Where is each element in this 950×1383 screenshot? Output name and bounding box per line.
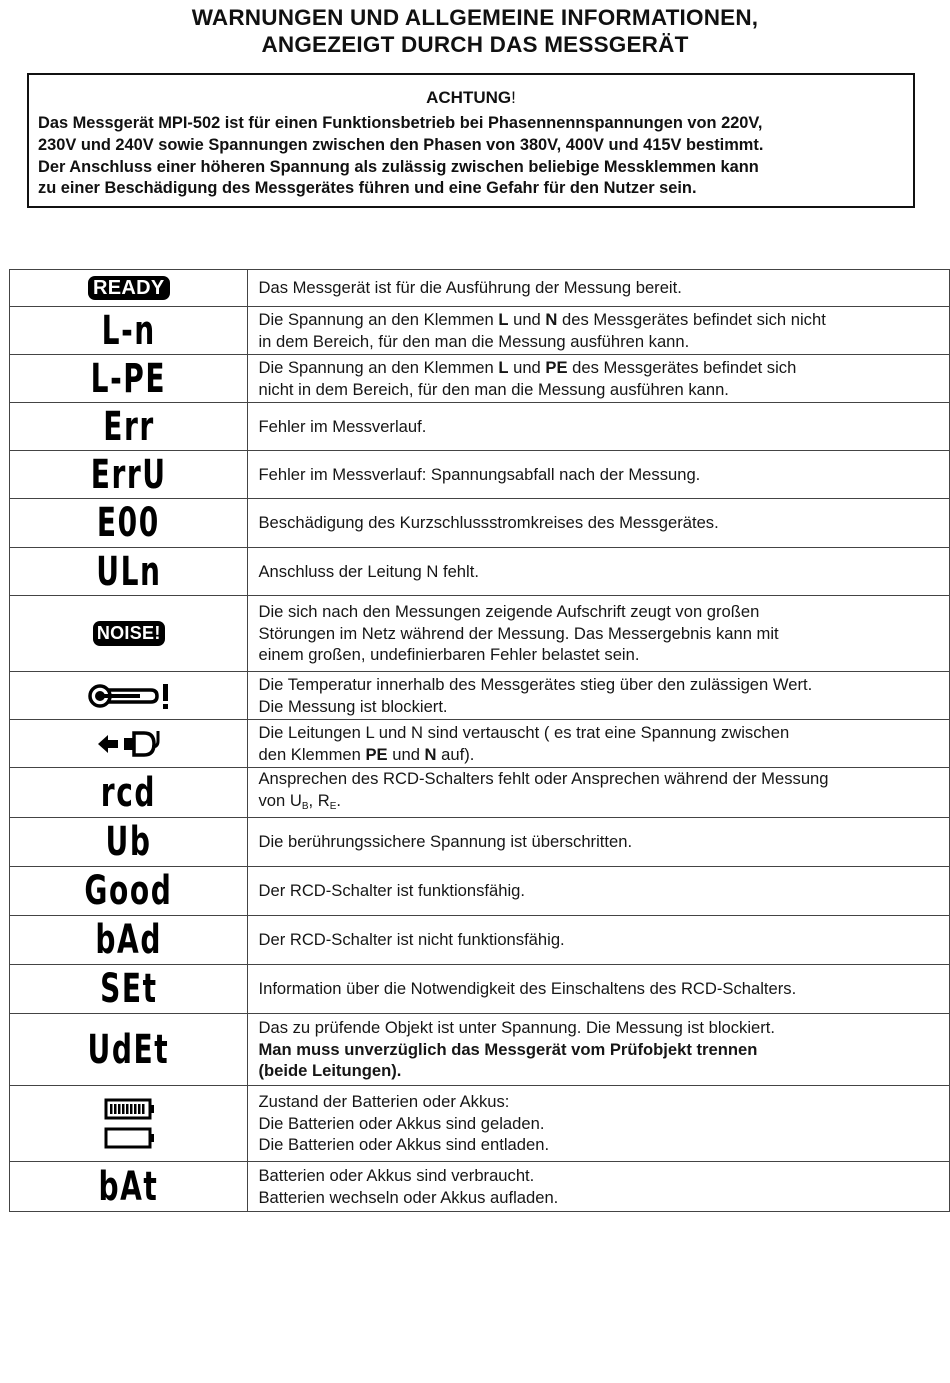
thermometer-icon (87, 681, 171, 711)
page-title: WARNUNGEN UND ALLGEMEINE INFORMATIONEN, ANGEZEIGT DURCH DAS MESSGERÄT (191, 5, 759, 57)
table-row: L-PE Die Spannung an den Klemmen L und PE des Messgerätes befindet sich nicht in dem Bereich, für den man die Messung ausführen kann. (10, 355, 950, 403)
table-row: Die Leitungen L und N sind vertauscht ( es trat eine Spannung zwischen den Klemmen PE und N auf). (10, 720, 950, 768)
table-row: Err Fehler im Messverlauf. (10, 403, 950, 451)
table-row: NOISE! Die sich nach den Messungen zeigende Aufschrift zeugt von großen Störungen im Netz während der Messung. Das Messergebnis kann mit einem großen, undefinierbaren Fehler belastet sein. (10, 596, 950, 672)
table-row: ErrU Fehler im Messverlauf: Spannungsabfall nach der Messung. (10, 451, 950, 499)
noise-badge: NOISE! (10, 596, 248, 672)
warning-box (27, 73, 915, 208)
lcd-erru: ErrU (10, 451, 248, 499)
lcd-err: Err (10, 403, 248, 451)
table-row: bAt Batterien oder Akkus sind verbraucht. Batterien wechseln oder Akkus aufladen. (10, 1162, 950, 1212)
lcd-e00: E00 (10, 499, 248, 548)
table-row: bAd Der RCD-Schalter ist nicht funktionsfähig. (10, 916, 950, 965)
message-table (9, 269, 950, 1212)
table-row: UdEt Das zu prüfende Objekt ist unter Spannung. Die Messung ist blockiert. Man muss unverzüglich das Messgerät vom Prüfobjekt trennen (beide Leitungen). (10, 1014, 950, 1086)
table-row: E00 Beschädigung des Kurzschlussstromkreises des Messgerätes. (10, 499, 950, 548)
table-row: Good Der RCD-Schalter ist funktionsfähig. (10, 867, 950, 916)
warning-text: Das Messgerät MPI-502 ist für einen Funktionsbetrieb bei Phasennennspannungen von 220V, 230V und 240V sowie Spannungen zwischen den Phasen von 380V, 400V und 415V bestimmt. Der Anschluss einer höheren Spannung als zulässig zwischen beliebige Messklemmen kann zu einer Beschädigung des Messgerätes führen und eine Gefahr für den Nutzer sein. (38, 114, 764, 198)
table-row: READY Das Messgerät ist für die Ausführung der Messung bereit. (10, 270, 950, 307)
lcd-bat: bAt (10, 1162, 248, 1212)
ready-badge: READY (10, 270, 248, 307)
table-row: ULn Anschluss der Leitung N fehlt. (10, 548, 950, 596)
lcd-udet: UdEt (10, 1014, 248, 1086)
lcd-l-pe: L-PE (10, 355, 248, 403)
battery-icons (102, 1096, 156, 1152)
lcd-rcd: rcd (10, 768, 248, 818)
lcd-ub: Ub (10, 818, 248, 867)
table-row: L-n Die Spannung an den Klemmen L und N des Messgerätes befindet sich nicht in dem Bereich, für den man die Messung ausführen kann. (10, 307, 950, 355)
table-row: Zustand der Batterien oder Akkus: Die Batterien oder Akkus sind geladen. Die Batterien oder Akkus sind entladen. (10, 1086, 950, 1162)
lcd-l-n: L-n (10, 307, 248, 355)
plug-swap-icon (94, 729, 164, 759)
lcd-good: Good (10, 867, 248, 916)
lcd-bad: bAd (10, 916, 248, 965)
table-row: SEt Information über die Notwendigkeit des Einschaltens des RCD-Schalters. (10, 965, 950, 1014)
table-row: Ub Die berührungssichere Spannung ist überschritten. (10, 818, 950, 867)
table-row: Die Temperatur innerhalb des Messgerätes stieg über den zulässigen Wert. Die Messung ist blockiert. (10, 672, 950, 720)
lcd-uln: ULn (10, 548, 248, 596)
lcd-set: SEt (10, 965, 248, 1014)
table-row: rcd Ansprechen des RCD-Schalters fehlt oder Ansprechen während der Messung von $U_B$, $R_E$. (10, 768, 950, 818)
warning-heading: ACHTUNG! (426, 88, 516, 107)
